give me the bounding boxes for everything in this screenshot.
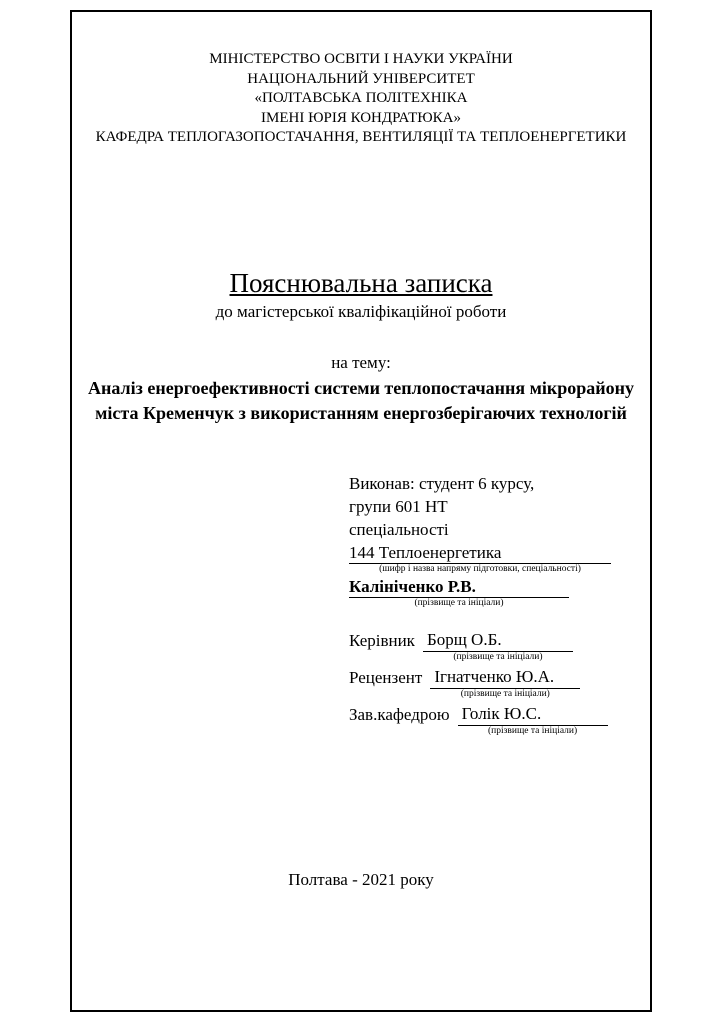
signature-role: Рецензент (349, 668, 423, 687)
header-line-ministry: МІНІСТЕРСТВО ОСВІТИ І НАУКИ УКРАЇНИ (209, 51, 513, 67)
signature-row-head-of-department (349, 703, 649, 737)
executor-line-3: спеціальності (349, 520, 449, 539)
specialty-line: 144 Теплоенергетика (349, 542, 611, 564)
executor-block (349, 472, 629, 609)
specialty-caption: (шифр і назва напряму підготовки, спеціальності) (379, 564, 581, 574)
header-line-named-after: ІМЕНІ ЮРІЯ КОНДРАТЮКА» (261, 109, 461, 126)
signature-name: Голік Ю.С. (458, 703, 608, 726)
topic-block (72, 352, 650, 426)
document-title: Пояснювальна записка (229, 268, 493, 298)
institution-header (72, 50, 650, 148)
executor-name: Калініченко Р.В. (349, 576, 569, 598)
signature-name: Борщ О.Б. (423, 629, 573, 652)
signature-name-wrap (423, 629, 573, 663)
signature-name-wrap (430, 666, 580, 700)
signature-name-wrap (458, 703, 608, 737)
header-line-department: КАФЕДРА ТЕПЛОГАЗОПОСТАЧАННЯ, ВЕНТИЛЯЦІЇ ТА ТЕПЛОЕНЕРГЕТИКИ (95, 129, 627, 145)
signature-caption: (прізвище та ініціали) (460, 689, 550, 699)
page-border-frame (70, 10, 652, 1012)
signatures-block (349, 629, 649, 740)
executor-line-1: Виконав: студент 6 курсу, (349, 474, 535, 493)
executor-line-2: групи 601 НТ (349, 497, 448, 516)
signature-caption: (прізвище та ініціали) (453, 652, 543, 662)
topic-label: на тему: (331, 353, 391, 372)
signature-row-reviewer (349, 666, 649, 700)
signature-role: Зав.кафедрою (349, 705, 450, 724)
topic-text: Аналіз енергоефективності системи теплопостачання мікрорайону міста Кременчук з використанням енергозберігаючих технологій (88, 378, 634, 423)
signature-name: Ігнатченко Ю.А. (430, 666, 580, 689)
signature-caption: (прізвище та ініціали) (488, 726, 578, 736)
document-subtitle: до магістерської кваліфікаційної роботи (215, 302, 507, 321)
header-line-university: НАЦІОНАЛЬНИЙ УНІВЕРСИТЕТ (247, 70, 475, 87)
signature-role: Керівник (349, 631, 415, 650)
executor-name-caption: (прізвище та ініціали) (414, 598, 504, 608)
city-year-footer: Полтава - 2021 року (288, 870, 434, 889)
document-title-block (72, 267, 650, 323)
header-line-polytechnic: «ПОЛТАВСЬКА ПОЛІТЕХНІКА (254, 90, 468, 106)
signature-row-supervisor (349, 629, 649, 663)
